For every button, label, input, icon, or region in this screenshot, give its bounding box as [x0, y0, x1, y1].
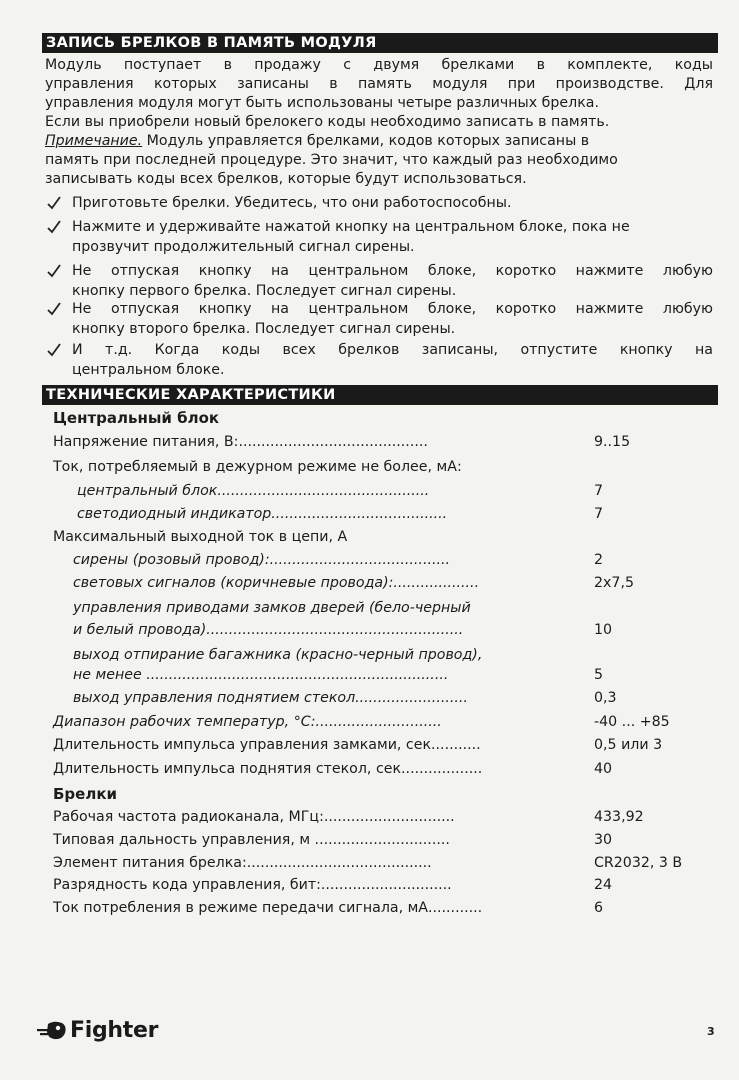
- step-text: Нажмите и удерживайте нажатой кнопку на центральном блоке, пока не: [72, 219, 630, 235]
- paragraph-line: управления модуля могут быть использованы четыре различных брелка.: [45, 95, 599, 111]
- step-text: прозвучит продолжительный сигнал сирены.: [72, 239, 415, 255]
- spec-value: 9..15: [594, 434, 631, 450]
- spec-value: 40: [594, 761, 613, 777]
- spec-label: не менее ...................................................................: [73, 667, 449, 683]
- spec-label: Напряжение питания, В:..........................................: [53, 434, 428, 450]
- step-text: Не отпуская кнопку на центральном блоке, коротко нажмите любую: [72, 301, 713, 317]
- note-line: записывать коды всех брелков, которые будут использоваться.: [45, 171, 527, 187]
- spec-label: Ток, потребляемый в дежурном режиме не более, мА:: [53, 459, 462, 475]
- spec-label: Длительность импульса поднятия стекол, сек..................: [53, 761, 483, 777]
- spec-value: 2х7,5: [594, 575, 634, 591]
- paragraph-line: управления которых записаны в память модуля при производстве. Для: [45, 76, 713, 92]
- note-label: Примечание.: [45, 133, 143, 149]
- checkmark-icon: [45, 341, 63, 359]
- spec-label: центральный блок...............................................: [77, 483, 430, 499]
- note-line: [45, 132, 713, 151]
- spec-value: CR2032, 3 В: [594, 855, 683, 871]
- spec-value: 0,3: [594, 690, 617, 706]
- spec-label: выход отпирание багажника (красно-черный провод),: [73, 647, 483, 663]
- spec-label: управления приводами замков дверей (бело-черный: [73, 600, 471, 616]
- checkmark-icon: [45, 300, 63, 318]
- checkmark-icon: [45, 262, 63, 280]
- step-text: центральном блоке.: [72, 362, 225, 378]
- spec-value: -40 ... +85: [594, 714, 670, 730]
- step-text: И т.д. Когда коды всех брелков записаны, отпустите кнопку на: [72, 342, 713, 358]
- spec-value: 6: [594, 900, 604, 916]
- spec-label: светодиодный индикатор.......................................: [77, 506, 448, 522]
- spec-label: Ток потребления в режиме передачи сигнала, мА............: [53, 900, 483, 916]
- spec-label: Разрядность кода управления, бит:.............................: [53, 877, 452, 893]
- spec-label: Рабочая частота радиоканала, МГц:.............................: [53, 809, 455, 825]
- paragraph-line: Модуль поступает в продажу с двумя брелками в комплекте, коды: [45, 57, 713, 73]
- spec-value: 0,5 или 3: [594, 737, 663, 753]
- checkmark-icon: [45, 218, 63, 236]
- checkmark-icon: [45, 194, 63, 212]
- step-text: Приготовьте брелки. Убедитесь, что они работоспособны.: [72, 195, 512, 211]
- section-title-fob-programming: ЗАПИСЬ БРЕЛКОВ В ПАМЯТЬ МОДУЛЯ: [42, 33, 718, 53]
- note-line: память при последней процедуре. Это значит, что каждый раз необходимо: [45, 152, 618, 168]
- step-text: Не отпуская кнопку на центральном блоке, коротко нажмите любую: [72, 263, 713, 279]
- spec-value: 433,92: [594, 809, 644, 825]
- spec-value: 10: [594, 622, 613, 638]
- spec-value: 30: [594, 832, 613, 848]
- spec-value: 24: [594, 877, 613, 893]
- spec-label: Длительность импульса управления замками, сек...........: [53, 737, 481, 753]
- spec-label: сирены (розовый провод):........................................: [73, 552, 451, 568]
- spec-label: Диапазон рабочих температур, °С:............................: [53, 714, 442, 730]
- spec-label: Типовая дальность управления, м ..............................: [53, 832, 450, 848]
- page-number: 3: [707, 1025, 715, 1038]
- brand-name: Fighter: [70, 1017, 159, 1043]
- fighter-logo-icon: [36, 1018, 68, 1042]
- step-text: кнопку первого брелка. Последует сигнал сирены.: [72, 283, 457, 299]
- spec-value: 7: [594, 483, 604, 499]
- fobs-heading: Брелки: [53, 785, 118, 803]
- section-title-specifications: ТЕХНИЧЕСКИЕ ХАРАКТЕРИСТИКИ: [42, 385, 718, 405]
- central-block-heading: Центральный блок: [53, 409, 220, 427]
- spec-label: выход управления поднятием стекол.........................: [73, 690, 468, 706]
- spec-label: и белый провода).........................................................: [73, 622, 464, 638]
- paragraph-line: Если вы приобрели новый брелокего коды необходимо записать в память.: [45, 114, 610, 130]
- spec-label: Элемент питания брелка:.........................................: [53, 855, 432, 871]
- step-text: кнопку второго брелка. Последует сигнал сирены.: [72, 321, 456, 337]
- brand-logo: [36, 1014, 158, 1046]
- spec-label: световых сигналов (коричневые провода):...................: [73, 575, 480, 591]
- spec-label: Максимальный выходной ток в цепи, А: [53, 529, 348, 545]
- spec-value: 2: [594, 552, 604, 568]
- note-text: Модуль управляется брелками, кодов которых записаны в: [142, 133, 590, 149]
- spec-value: 5: [594, 667, 604, 683]
- spec-value: 7: [594, 506, 604, 522]
